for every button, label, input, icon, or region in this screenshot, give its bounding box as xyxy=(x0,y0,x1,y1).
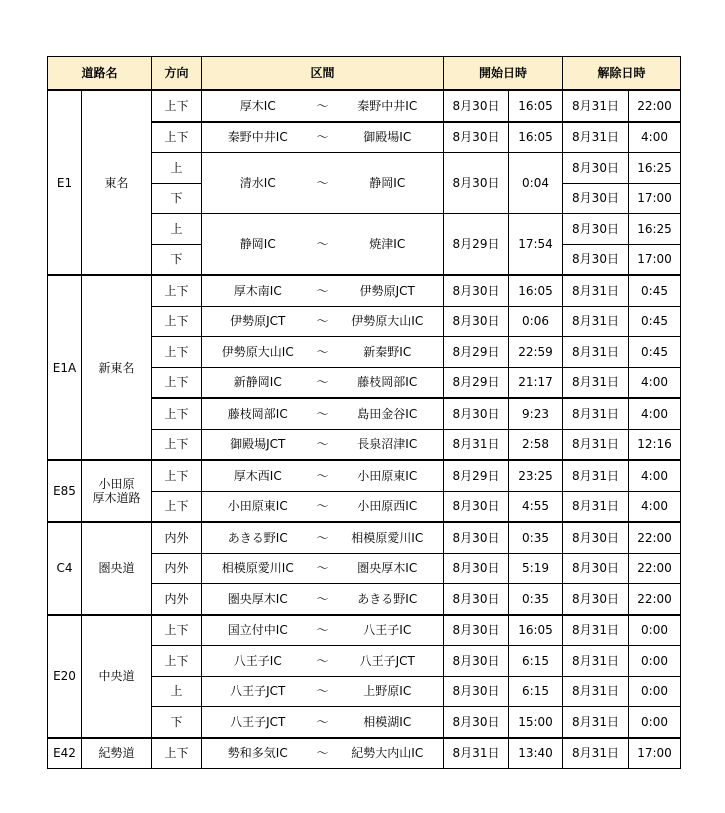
direction-cell: 上下 xyxy=(152,646,202,677)
end-time: 17:00 xyxy=(629,183,681,214)
table-row xyxy=(48,738,681,769)
start-date: 8月30日 xyxy=(444,122,509,153)
table-row xyxy=(48,460,681,491)
end-date: 8月31日 xyxy=(563,122,629,153)
start-date: 8月30日 xyxy=(444,398,509,429)
direction-cell: 上下 xyxy=(152,275,202,306)
end-date: 8月31日 xyxy=(563,615,629,646)
section-from: 圏央厚木IC xyxy=(202,584,314,615)
start-date: 8月29日 xyxy=(444,337,509,368)
road-code: C4 xyxy=(48,522,82,615)
end-time: 12:16 xyxy=(629,429,681,460)
end-time: 0:45 xyxy=(629,337,681,368)
section-separator: ～ xyxy=(314,738,332,769)
section-separator: ～ xyxy=(314,153,332,214)
start-date: 8月30日 xyxy=(444,522,509,553)
road-code: E1A xyxy=(48,275,82,460)
start-time: 22:59 xyxy=(509,337,563,368)
direction-cell: 上下 xyxy=(152,460,202,491)
section-to: 御殿場IC xyxy=(332,122,444,153)
road-code: E1 xyxy=(48,90,82,275)
direction-cell: 上下 xyxy=(152,738,202,769)
end-time: 0:00 xyxy=(629,676,681,707)
section-from: 藤枝岡部IC xyxy=(202,398,314,429)
start-time: 2:58 xyxy=(509,429,563,460)
header-row xyxy=(48,57,681,91)
end-time: 0:45 xyxy=(629,306,681,337)
section-separator: ～ xyxy=(314,90,332,122)
start-date: 8月30日 xyxy=(444,615,509,646)
road-name: 新東名 xyxy=(82,275,152,460)
end-date: 8月31日 xyxy=(563,676,629,707)
section-from: 厚木南IC xyxy=(202,275,314,306)
section-from: 国立付中IC xyxy=(202,615,314,646)
direction-cell: 上 xyxy=(152,153,202,184)
road-name: 紀勢道 xyxy=(82,738,152,769)
section-from: 小田原東IC xyxy=(202,491,314,522)
start-date: 8月30日 xyxy=(444,491,509,522)
table-row xyxy=(48,90,681,122)
section-to: 圏央厚木IC xyxy=(332,553,444,584)
section-to: 長泉沼津IC xyxy=(332,429,444,460)
section-separator: ～ xyxy=(314,122,332,153)
section-to: 小田原東IC xyxy=(332,460,444,491)
section-to: 小田原西IC xyxy=(332,491,444,522)
start-time: 16:05 xyxy=(509,615,563,646)
start-date: 8月29日 xyxy=(444,214,509,276)
section-to: 八王子IC xyxy=(332,615,444,646)
end-time: 22:00 xyxy=(629,522,681,553)
start-time: 0:35 xyxy=(509,584,563,615)
section-separator: ～ xyxy=(314,646,332,677)
end-time: 4:00 xyxy=(629,460,681,491)
start-time: 15:00 xyxy=(509,707,563,738)
table-row xyxy=(48,522,681,553)
end-time: 0:00 xyxy=(629,646,681,677)
section-to: 焼津IC xyxy=(332,214,444,276)
end-date: 8月30日 xyxy=(563,584,629,615)
direction-cell: 下 xyxy=(152,183,202,214)
start-date: 8月30日 xyxy=(444,553,509,584)
end-time: 0:45 xyxy=(629,275,681,306)
start-date: 8月30日 xyxy=(444,676,509,707)
section-from: 相模原愛川IC xyxy=(202,553,314,584)
section-separator: ～ xyxy=(314,676,332,707)
table-row xyxy=(48,275,681,306)
header-direction: 方向 xyxy=(152,57,202,91)
section-from: あきる野IC xyxy=(202,522,314,553)
end-time: 0:00 xyxy=(629,615,681,646)
road-code: E85 xyxy=(48,460,82,522)
start-time: 17:54 xyxy=(509,214,563,276)
direction-cell: 上 xyxy=(152,214,202,245)
direction-cell: 下 xyxy=(152,244,202,275)
end-time: 4:00 xyxy=(629,122,681,153)
start-time: 16:05 xyxy=(509,275,563,306)
start-date: 8月30日 xyxy=(444,153,509,214)
section-to: 紀勢大内山IC xyxy=(332,738,444,769)
end-time: 0:00 xyxy=(629,707,681,738)
start-date: 8月31日 xyxy=(444,429,509,460)
section-separator: ～ xyxy=(314,306,332,337)
section-separator: ～ xyxy=(314,553,332,584)
end-date: 8月31日 xyxy=(563,90,629,122)
end-date: 8月31日 xyxy=(563,460,629,491)
direction-cell: 上下 xyxy=(152,337,202,368)
section-to: 上野原IC xyxy=(332,676,444,707)
end-date: 8月30日 xyxy=(563,244,629,275)
section-to: あきる野IC xyxy=(332,584,444,615)
table-row xyxy=(48,615,681,646)
section-to: 相模湖IC xyxy=(332,707,444,738)
direction-cell: 内外 xyxy=(152,553,202,584)
section-separator: ～ xyxy=(314,460,332,491)
section-separator: ～ xyxy=(314,214,332,276)
start-time: 23:25 xyxy=(509,460,563,491)
section-from: 勢和多気IC xyxy=(202,738,314,769)
section-separator: ～ xyxy=(314,707,332,738)
section-separator: ～ xyxy=(314,491,332,522)
end-date: 8月31日 xyxy=(563,491,629,522)
section-to: 八王子JCT xyxy=(332,646,444,677)
start-time: 0:35 xyxy=(509,522,563,553)
section-from: 静岡IC xyxy=(202,214,314,276)
start-time: 4:55 xyxy=(509,491,563,522)
section-to: 新秦野IC xyxy=(332,337,444,368)
section-separator: ～ xyxy=(314,398,332,429)
header-start: 開始日時 xyxy=(444,57,563,91)
start-date: 8月30日 xyxy=(444,584,509,615)
direction-cell: 上下 xyxy=(152,90,202,122)
end-date: 8月31日 xyxy=(563,398,629,429)
road-name xyxy=(82,460,152,522)
header-end: 解除日時 xyxy=(563,57,681,91)
section-from: 秦野中井IC xyxy=(202,122,314,153)
section-to: 藤枝岡部IC xyxy=(332,367,444,398)
section-to: 島田金谷IC xyxy=(332,398,444,429)
road-name: 東名 xyxy=(82,90,152,275)
section-separator: ～ xyxy=(314,337,332,368)
start-time: 13:40 xyxy=(509,738,563,769)
end-time: 22:00 xyxy=(629,584,681,615)
end-date: 8月31日 xyxy=(563,429,629,460)
start-date: 8月29日 xyxy=(444,367,509,398)
start-date: 8月30日 xyxy=(444,707,509,738)
end-time: 4:00 xyxy=(629,491,681,522)
start-time: 16:05 xyxy=(509,90,563,122)
section-from: 伊勢原大山IC xyxy=(202,337,314,368)
end-time: 4:00 xyxy=(629,398,681,429)
start-date: 8月29日 xyxy=(444,460,509,491)
section-from: 八王子JCT xyxy=(202,707,314,738)
start-time: 21:17 xyxy=(509,367,563,398)
section-separator: ～ xyxy=(314,429,332,460)
section-to: 伊勢原JCT xyxy=(332,275,444,306)
direction-cell: 下 xyxy=(152,707,202,738)
section-from: 新静岡IC xyxy=(202,367,314,398)
direction-cell: 上下 xyxy=(152,398,202,429)
start-time: 0:06 xyxy=(509,306,563,337)
end-date: 8月31日 xyxy=(563,337,629,368)
end-time: 22:00 xyxy=(629,553,681,584)
road-name: 中央道 xyxy=(82,615,152,738)
section-from: 伊勢原JCT xyxy=(202,306,314,337)
road-name: 圏央道 xyxy=(82,522,152,615)
section-from: 清水IC xyxy=(202,153,314,214)
road-closure-table xyxy=(47,56,681,769)
road-code: E20 xyxy=(48,615,82,738)
direction-cell: 上下 xyxy=(152,491,202,522)
section-separator: ～ xyxy=(314,584,332,615)
section-to: 相模原愛川IC xyxy=(332,522,444,553)
direction-cell: 内外 xyxy=(152,584,202,615)
end-time: 16:25 xyxy=(629,153,681,184)
end-date: 8月30日 xyxy=(563,153,629,184)
start-date: 8月30日 xyxy=(444,306,509,337)
end-time: 16:25 xyxy=(629,214,681,245)
header-section: 区間 xyxy=(202,57,444,91)
start-time: 9:23 xyxy=(509,398,563,429)
direction-cell: 上 xyxy=(152,676,202,707)
start-date: 8月31日 xyxy=(444,738,509,769)
start-date: 8月30日 xyxy=(444,646,509,677)
end-date: 8月31日 xyxy=(563,707,629,738)
start-date: 8月30日 xyxy=(444,275,509,306)
road-code: E42 xyxy=(48,738,82,769)
section-from: 御殿場JCT xyxy=(202,429,314,460)
end-date: 8月30日 xyxy=(563,553,629,584)
header-road-name: 道路名 xyxy=(48,57,152,91)
section-separator: ～ xyxy=(314,522,332,553)
section-to: 秦野中井IC xyxy=(332,90,444,122)
end-time: 22:00 xyxy=(629,90,681,122)
end-date: 8月30日 xyxy=(563,214,629,245)
direction-cell: 上下 xyxy=(152,367,202,398)
section-to: 伊勢原大山IC xyxy=(332,306,444,337)
direction-cell: 上下 xyxy=(152,122,202,153)
end-time: 17:00 xyxy=(629,244,681,275)
road-name-line: 厚木道路 xyxy=(92,491,141,505)
road-name-line: 小田原 xyxy=(98,477,135,491)
start-time: 6:15 xyxy=(509,646,563,677)
section-to: 静岡IC xyxy=(332,153,444,214)
section-from: 厚木西IC xyxy=(202,460,314,491)
end-date: 8月31日 xyxy=(563,275,629,306)
start-time: 0:04 xyxy=(509,153,563,214)
section-separator: ～ xyxy=(314,615,332,646)
end-date: 8月30日 xyxy=(563,522,629,553)
end-date: 8月31日 xyxy=(563,306,629,337)
start-date: 8月30日 xyxy=(444,90,509,122)
section-from: 厚木IC xyxy=(202,90,314,122)
start-time: 6:15 xyxy=(509,676,563,707)
start-time: 5:19 xyxy=(509,553,563,584)
section-separator: ～ xyxy=(314,275,332,306)
direction-cell: 上下 xyxy=(152,615,202,646)
end-date: 8月30日 xyxy=(563,183,629,214)
direction-cell: 内外 xyxy=(152,522,202,553)
end-date: 8月31日 xyxy=(563,738,629,769)
direction-cell: 上下 xyxy=(152,429,202,460)
end-time: 17:00 xyxy=(629,738,681,769)
end-time: 4:00 xyxy=(629,367,681,398)
section-from: 八王子IC xyxy=(202,646,314,677)
section-from: 八王子JCT xyxy=(202,676,314,707)
end-date: 8月31日 xyxy=(563,367,629,398)
section-separator: ～ xyxy=(314,367,332,398)
start-time: 16:05 xyxy=(509,122,563,153)
direction-cell: 上下 xyxy=(152,306,202,337)
end-date: 8月31日 xyxy=(563,646,629,677)
